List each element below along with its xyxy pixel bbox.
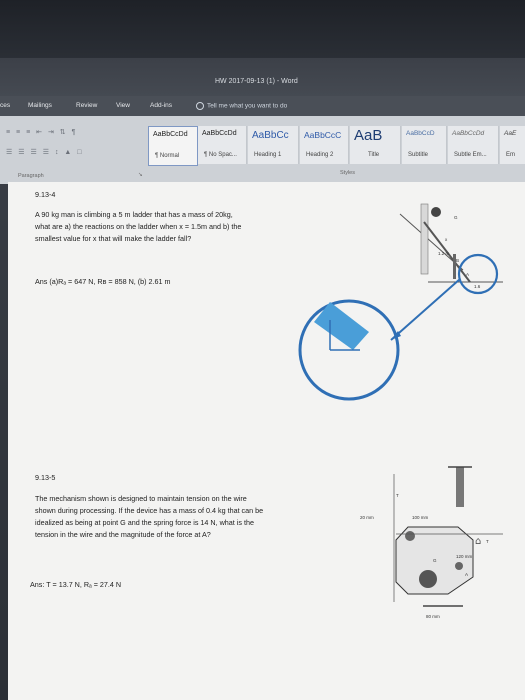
style-sample: AaBbCcC xyxy=(304,130,342,140)
style-sample: AaBbCcD xyxy=(406,130,435,137)
paragraph-group-label: Paragraph xyxy=(18,173,44,179)
pulley-top xyxy=(405,531,415,541)
style-label: Subtitle xyxy=(408,152,429,158)
tell-me-text: Tell me what you want to do xyxy=(207,102,288,110)
label-80mm: 80 mm xyxy=(426,614,440,619)
style-sample: AaBbCcDd xyxy=(202,130,237,137)
label-a2: A xyxy=(465,572,469,577)
numbering-icon[interactable]: ≡ xyxy=(16,129,23,136)
style-label: Em xyxy=(506,152,515,158)
style-sample: AaE xyxy=(504,130,517,137)
styles-group-label: Styles xyxy=(340,170,355,176)
tell-me-box[interactable] xyxy=(196,102,287,110)
style-no-spacing[interactable] xyxy=(198,126,247,164)
indent-icon[interactable]: ⇥ xyxy=(47,129,56,136)
title-bar xyxy=(0,58,525,96)
ribbon-tabs xyxy=(0,96,525,116)
text-cursor-icon: ⌂ xyxy=(475,536,482,547)
label-g2: G xyxy=(433,558,437,563)
align-left-icon[interactable]: ☰ xyxy=(6,149,15,156)
tab-mailings[interactable]: Mailings xyxy=(28,102,52,109)
problem-line: smallest value for x that will make the ladder fall? xyxy=(35,234,192,243)
window-title: HW 2017-09-13 (1) - Word xyxy=(215,78,298,85)
tab-addins[interactable]: Add-ins xyxy=(150,102,173,109)
label-t-right: T xyxy=(486,539,489,544)
lightbulb-icon xyxy=(196,102,204,110)
pin-a xyxy=(455,562,463,570)
label-t-top: T xyxy=(396,493,399,498)
style-label: Heading 2 xyxy=(306,152,334,158)
tab-references-partial[interactable]: ces xyxy=(0,102,11,109)
spring xyxy=(456,467,464,507)
problem-number: 9.13-4 xyxy=(35,190,56,199)
document-page[interactable] xyxy=(8,182,525,700)
style-sample: AaBbCc xyxy=(252,130,289,141)
label-b: B xyxy=(456,258,460,263)
problem-number: 9.13-5 xyxy=(35,473,56,482)
style-sample: AaB xyxy=(354,127,383,144)
align-buttons-row[interactable] xyxy=(6,148,84,156)
style-label: Heading 1 xyxy=(254,152,282,158)
borders-icon[interactable]: □ xyxy=(77,149,84,156)
style-label: ¶ No Spac... xyxy=(204,152,237,158)
style-label: Subtle Em... xyxy=(454,152,487,158)
label-x: x xyxy=(445,237,448,242)
label-100mm: 100 mm xyxy=(412,515,429,520)
problem-line: tension in the wire and the magnitude of the force at A? xyxy=(35,530,211,539)
style-emphasis[interactable] xyxy=(500,126,525,164)
label-base: 1.6 xyxy=(474,284,481,289)
list-buttons-row[interactable] xyxy=(6,128,77,136)
align-center-icon[interactable]: ☰ xyxy=(18,149,27,156)
style-sample: AaBbCcDd xyxy=(153,131,188,138)
bullets-icon[interactable]: ≡ xyxy=(6,129,13,136)
line-spacing-icon[interactable]: ↕ xyxy=(54,149,61,156)
style-label: ¶ Normal xyxy=(155,153,180,159)
style-label: Title xyxy=(368,152,380,158)
problem-line: The mechanism shown is designed to maintain tension on the wire xyxy=(35,494,247,503)
tab-review[interactable]: Review xyxy=(76,102,98,109)
problem-line: A 90 kg man is climbing a 5 m ladder that has a mass of 20kg, xyxy=(35,210,233,219)
style-title[interactable] xyxy=(350,126,401,164)
problem-line: what are a) the reactions on the ladder when x = 1.5m and b) the xyxy=(35,222,242,231)
sort-icon[interactable]: ⇅ xyxy=(59,129,68,136)
justify-icon[interactable]: ☰ xyxy=(42,149,51,156)
styles-gallery xyxy=(148,126,525,166)
style-normal[interactable] xyxy=(148,126,198,166)
style-subtle-emphasis[interactable] xyxy=(448,126,499,164)
label-120mm: 120 mm xyxy=(456,554,473,559)
style-sample: AaBbCcDd xyxy=(452,130,485,137)
ribbon xyxy=(0,116,525,178)
label-g: G xyxy=(454,215,458,220)
problem-line: idealized as being at point G and the spring force is 14 N, what is the xyxy=(35,518,254,527)
style-heading-2[interactable] xyxy=(300,126,349,164)
label-a: A xyxy=(466,272,470,277)
pilcrow-icon[interactable]: ¶ xyxy=(71,129,78,136)
multilevel-icon[interactable]: ≡ xyxy=(26,129,33,136)
outdent-icon[interactable]: ⇤ xyxy=(36,129,45,136)
mechanism-figure xyxy=(8,182,525,700)
tab-view[interactable]: View xyxy=(116,102,130,109)
align-right-icon[interactable]: ☰ xyxy=(30,149,39,156)
answer-text: Ans (a)Rₐ = 647 N, Rʙ = 858 N, (b) 2.61 m xyxy=(35,277,171,286)
pulley-bottom xyxy=(419,570,437,588)
style-heading-1[interactable] xyxy=(248,126,299,164)
shading-icon[interactable]: ▲ xyxy=(64,149,74,156)
style-subtitle[interactable] xyxy=(402,126,447,164)
answer-text: Ans: T = 13.7 N, Rₐ = 27.4 N xyxy=(30,580,122,589)
dialog-launcher-icon[interactable]: ↘ xyxy=(138,172,143,178)
label-height: 1.2 m xyxy=(438,251,450,256)
problem-line: shown during processing. If the device has a mass of 0.4 kg that can be xyxy=(35,506,264,515)
label-20mm: 20 mm xyxy=(360,515,374,520)
